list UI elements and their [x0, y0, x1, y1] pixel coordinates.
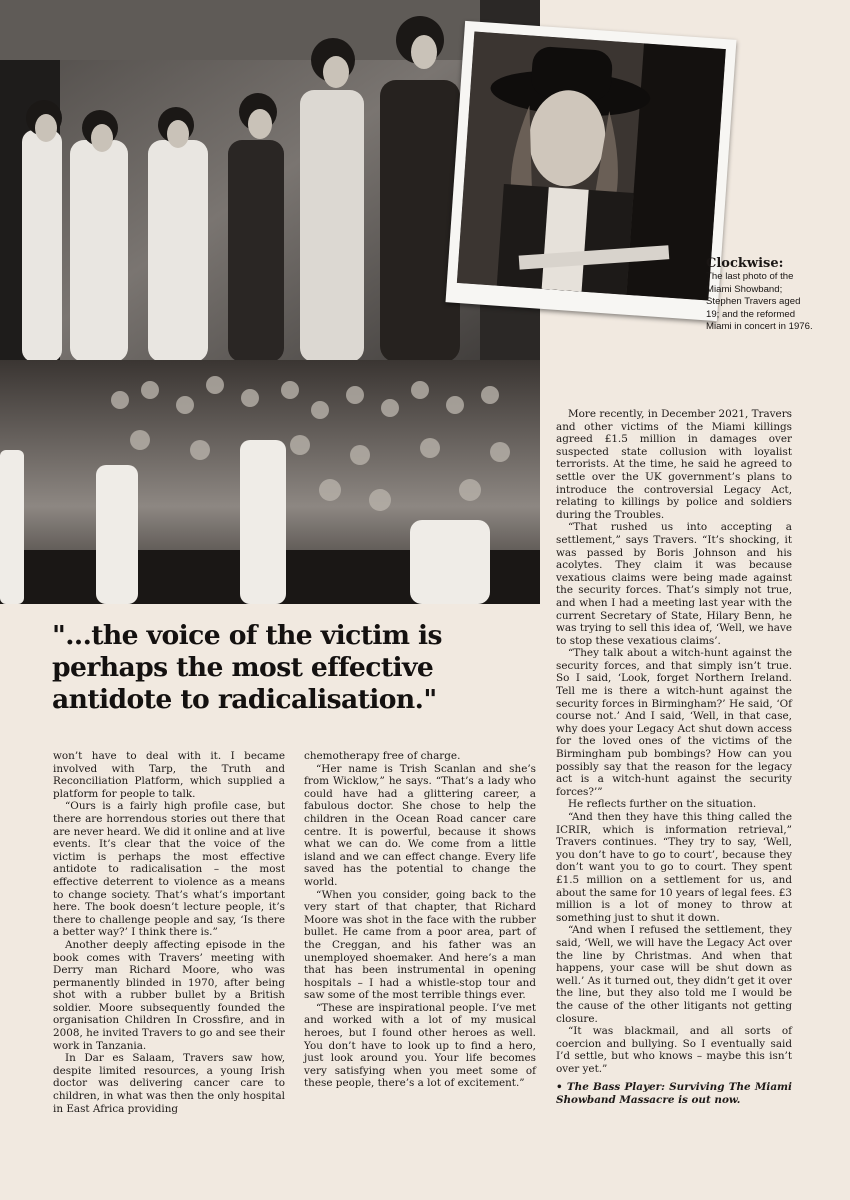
paragraph: “And when I refused the settlement, they said, ‘Well, we will have the Legacy Act over the line by Christmas. And when that happens, your case will be shut down as well.’ As it turned out, they didn’t get it over the line, but they also told me I would be the cause of the other litigants not getting closure.: [556, 924, 792, 1025]
article-column-1: [53, 750, 285, 1115]
stephen-travers-photo-image: [457, 32, 726, 301]
paragraph: More recently, in December 2021, Travers and other victims of the Miami killings agreed £1.5 million in damages over suspected state collusion with loyalist terrorists. At the time, he said he agreed to settle over the UK government’s plans to introduce the controversial Legacy Act, relating to killings by police and soldiers during the Troubles.: [556, 408, 792, 521]
paragraph: “And then they have this thing called the ICRIR, which is information retrieval,” Travers continues. “They try to say, ‘Well, you don’t have to go to court’, because they don’t want you to go to court. They spent £1.5 million on a settlement for us, and about the same for 10 years of legal fees. £3 million is a lot of money to throw at something just to shut it down.: [556, 811, 792, 924]
credit-suffix: is out now.: [674, 1094, 741, 1107]
paragraph: “It was blackmail, and all sorts of coercion and bullying. So I eventually said I’d settle, but who knows – maybe this isn’t over yet.”: [556, 1025, 792, 1075]
paragraph: “When you consider, going back to the very start of that chapter, that Richard Moore was shot in the face with the rubber bullet. He came from a poor area, part of the Creggan, and his father was an unemployed shoemaker. And here’s a man that has been instrumental in opening hospitals – I had a whistle-stop tour and saw some of the most terrible things ever.: [304, 888, 536, 1002]
paragraph: In Dar es Salaam, Travers saw how, despite limited resources, a young Irish doctor was delivering cancer care to children, in what was then the only hospital in East Africa providing: [53, 1052, 285, 1115]
paragraph: He reflects further on the situation.: [568, 798, 757, 811]
pull-quote: "...the voice of the victim is perhaps the most effective antidote to radicalisation.": [52, 620, 442, 715]
credit-bullet: •: [556, 1081, 563, 1094]
article-column-2: [304, 750, 536, 1090]
caption-text: The last photo of the Miami Showband; Stephen Travers aged 19; and the reformed Miami in concert in 1976.: [706, 271, 813, 333]
paragraph: Another deeply affecting episode in the book comes with Travers’ meeting with Derry man Richard Moore, who was permanently blinded in 1970, after being shot with a rubber bullet by a British soldier. Moore subsequently founded the organisation Children In Crossfire, and in 2008, he invited Travers to go and see their work in Tanzania.: [53, 938, 285, 1052]
stephen-travers-photo: [457, 32, 726, 301]
paragraph: chemotherapy free of charge.: [304, 750, 461, 762]
book-title: The Bass Player: Surviving The Miami Showband Massacre: [556, 1081, 792, 1107]
paragraph: “Ours is a fairly high profile case, but there are horrendous stories out there that are never heard. We did it online and at live events. It’s clear that the voice of the victim is perhaps the most effective antidote to radicalisation – the most effective deterrent to violence as a means to change society. That’s what’s important here. The book doesn’t lecture people, it’s there to challenge people and say, ‘Is there a better way?’ I think there is.”: [53, 800, 285, 939]
paragraph: “These are inspirational people. I’ve met and worked with a lot of my musical heroes, but I found other heroes as well. You don’t have to look up to find a hero, just look around you. Your life becomes very satisfying when you meet some of these people, there’s a lot of excitement.”: [304, 1001, 536, 1090]
concert-photo-image: [0, 360, 540, 604]
caption-heading: Clockwise:: [706, 256, 784, 271]
book-credit: [556, 1081, 792, 1106]
article-column-3: [556, 408, 792, 1107]
photo-caption: [706, 256, 816, 334]
concert-photo: [0, 360, 540, 604]
paragraph: won’t have to deal with it. I became involved with Tarp, the Truth and Reconciliation Platform, which supplied a platform for people to talk.: [53, 750, 285, 800]
paragraph: “That rushed us into accepting a settlement,” says Travers. “It’s shocking, it was passed by Boris Johnson and his acolytes. They claim it was because vexatious claims were being made against the security forces. That’s simply not true, and when I had a meeting last year with the current Secretary of State, Hilary Benn, he was trying to sell this idea of, ‘Well, we have to stop these vexatious claims’.: [556, 521, 792, 647]
paragraph: “They talk about a witch-hunt against the security forces, and that simply isn’t true. So I said, ‘Look, forget Northern Ireland. Tell me is there a witch-hunt against the security forces in Birmingham?’ He said, ‘Of course not.’ And I said, ‘Well, in that case, why does your Legacy Act shut down access for the loved ones of the victims of the Birmingham pub bombings? How can you possibly say that the reason for the legacy act is a witch-hunt against the security forces?’”: [556, 647, 792, 798]
paragraph: “Her name is Trish Scanlan and she’s from Wicklow,” he says. “That’s a lady who could have had a glittering career, a fabulous doctor. She chose to help the children in the Ocean Road cancer care centre. It is powerful, because it shows what we can do. We come from a little island and we can effect change. Every life saved has the potential to change the world.: [304, 762, 536, 888]
polaroid-photo-frame: [445, 21, 736, 321]
